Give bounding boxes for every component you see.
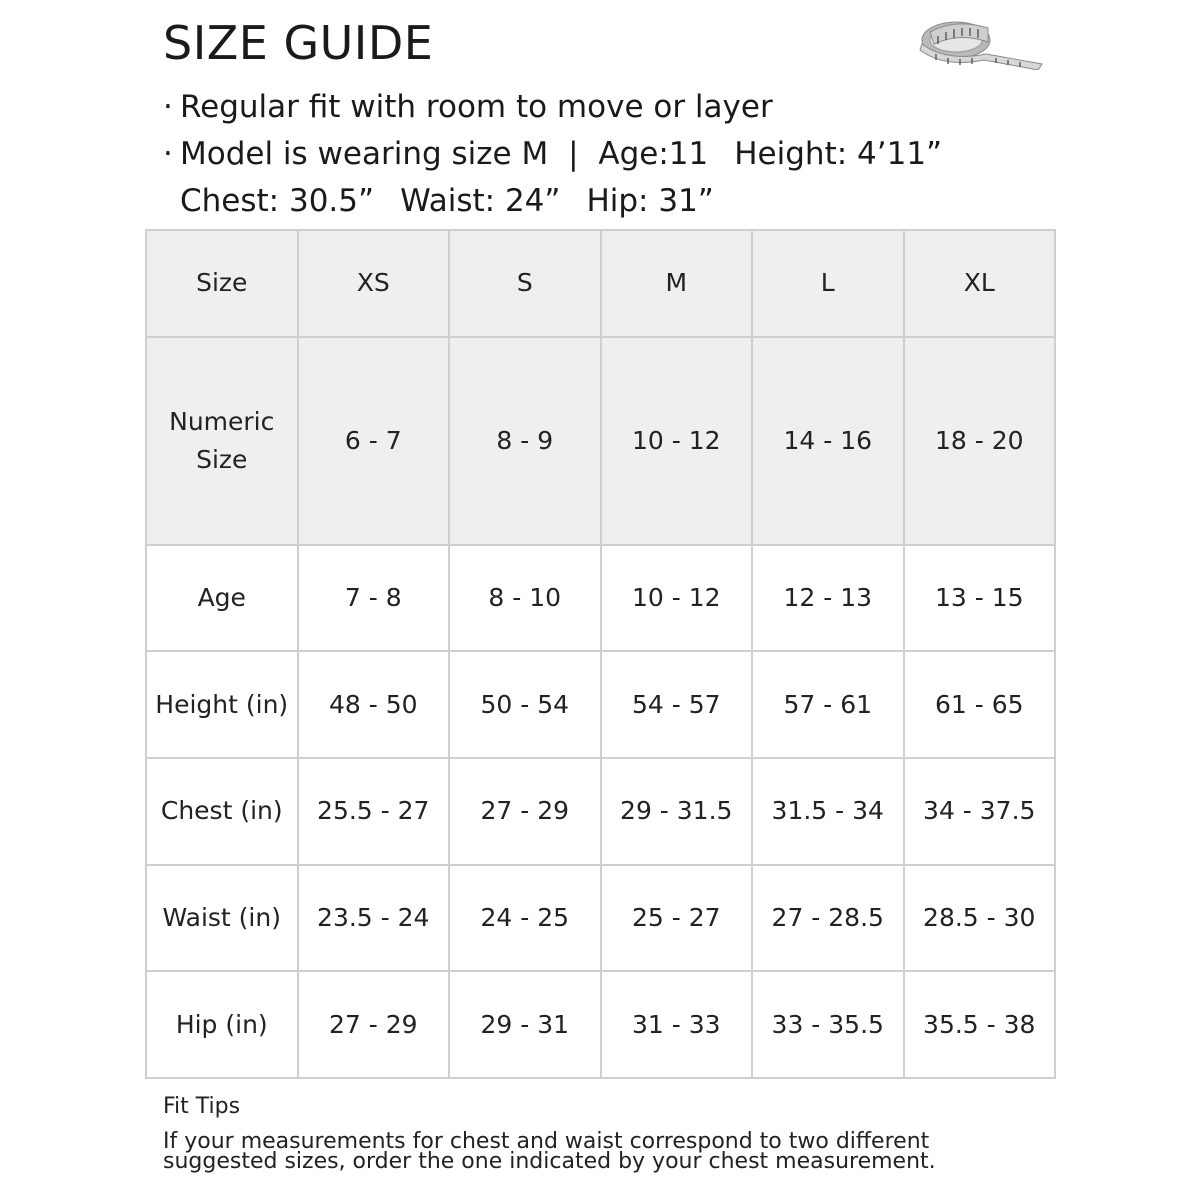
fit-note-line [163, 84, 942, 131]
model-chest: Chest: 30.5” [180, 183, 375, 219]
row-label: Waist (in) [146, 865, 298, 972]
table-cell: 29 - 31.5 [601, 758, 753, 865]
table-cell: 10 - 12 [601, 545, 753, 652]
header-cell: XS [298, 230, 450, 337]
model-size: Model is wearing size M [180, 136, 549, 172]
table-cell: 13 - 15 [904, 545, 1056, 652]
page-title: SIZE GUIDE [163, 16, 434, 70]
bullet: · [163, 89, 173, 125]
table-row [146, 545, 1055, 652]
size-table [145, 229, 1056, 1079]
header-cell: Size [146, 230, 298, 337]
table-row [146, 865, 1055, 972]
table-cell: 6 - 7 [298, 337, 450, 545]
row-label: Age [146, 545, 298, 652]
divider: | [568, 136, 579, 172]
table-cell: 34 - 37.5 [904, 758, 1056, 865]
model-waist: Waist: 24” [400, 183, 561, 219]
table-cell: 31.5 - 34 [752, 758, 904, 865]
table-cell: 27 - 29 [449, 758, 601, 865]
table-cell: 35.5 - 38 [904, 971, 1056, 1078]
table-row [146, 337, 1055, 545]
row-label: Numeric Size [146, 337, 298, 545]
table-cell: 27 - 29 [298, 971, 450, 1078]
table-cell: 57 - 61 [752, 651, 904, 758]
table-cell: 25 - 27 [601, 865, 753, 972]
size-table-container [145, 229, 1056, 1079]
table-header-row [146, 230, 1055, 337]
table-cell: 48 - 50 [298, 651, 450, 758]
table-cell: 29 - 31 [449, 971, 601, 1078]
table-cell: 10 - 12 [601, 337, 753, 545]
model-measurements-line [163, 178, 942, 225]
table-cell: 31 - 33 [601, 971, 753, 1078]
model-info [163, 84, 942, 225]
header-cell: XL [904, 230, 1056, 337]
bullet: · [163, 136, 173, 172]
fit-tips-line-2: suggested sizes, order the one indicated by your chest measurement. [163, 1149, 936, 1174]
fit-tips [163, 1092, 936, 1172]
table-cell: 61 - 65 [904, 651, 1056, 758]
fit-note: Regular fit with room to move or layer [180, 89, 773, 125]
table-cell: 14 - 16 [752, 337, 904, 545]
table-cell: 54 - 57 [601, 651, 753, 758]
fit-tips-line-1: If your measurements for chest and waist correspond to two different [163, 1129, 930, 1154]
table-cell: 23.5 - 24 [298, 865, 450, 972]
table-cell: 12 - 13 [752, 545, 904, 652]
table-cell: 50 - 54 [449, 651, 601, 758]
row-label: Hip (in) [146, 971, 298, 1078]
fit-tips-title: Fit Tips [163, 1094, 241, 1119]
table-cell: 18 - 20 [904, 337, 1056, 545]
header-cell: S [449, 230, 601, 337]
model-height: Height: 4’11” [734, 136, 943, 172]
model-size-line [163, 131, 942, 178]
table-cell: 8 - 9 [449, 337, 601, 545]
table-cell: 27 - 28.5 [752, 865, 904, 972]
table-cell: 7 - 8 [298, 545, 450, 652]
table-row [146, 758, 1055, 865]
table-cell: 24 - 25 [449, 865, 601, 972]
header-cell: L [752, 230, 904, 337]
table-row [146, 971, 1055, 1078]
table-cell: 8 - 10 [449, 545, 601, 652]
table-cell: 25.5 - 27 [298, 758, 450, 865]
table-cell: 33 - 35.5 [752, 971, 904, 1078]
measuring-tape-icon [916, 14, 1046, 70]
table-row [146, 651, 1055, 758]
row-label: Height (in) [146, 651, 298, 758]
model-hip: Hip: 31” [586, 183, 714, 219]
header-cell: M [601, 230, 753, 337]
model-age: Age:11 [598, 136, 709, 172]
row-label: Chest (in) [146, 758, 298, 865]
table-cell: 28.5 - 30 [904, 865, 1056, 972]
